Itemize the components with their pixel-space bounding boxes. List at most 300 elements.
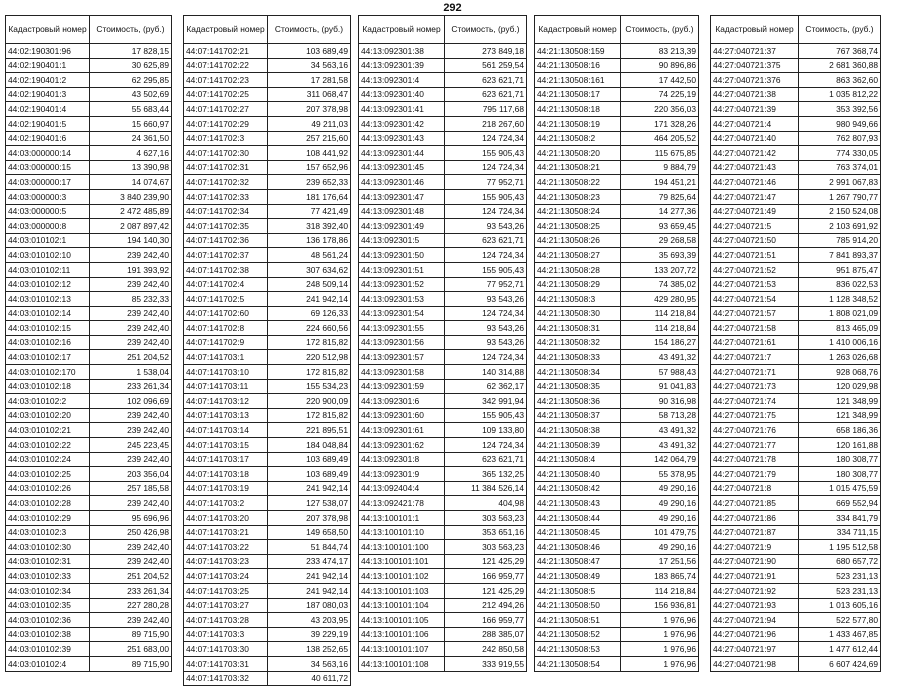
cadastral-table-3 <box>358 15 527 672</box>
cost-cell: 120 161,88 <box>799 438 881 453</box>
table-row <box>535 569 699 584</box>
cost-cell: 57 988,43 <box>621 365 699 380</box>
cadastral-number-cell: 44:21:130508:34 <box>535 365 621 380</box>
cost-cell: 39 229,19 <box>268 627 351 642</box>
cost-cell: 121 425,29 <box>445 583 527 598</box>
cadastral-number-cell: 44:27:040721:4 <box>711 116 799 131</box>
cost-cell: 241 942,14 <box>268 569 351 584</box>
cost-cell: 2 150 524,08 <box>799 204 881 219</box>
cadastral-number-cell: 44:13:092301:38 <box>359 44 445 59</box>
cost-cell: 623 621,71 <box>445 452 527 467</box>
cost-cell: 124 724,34 <box>445 204 527 219</box>
cost-cell: 6 607 424,69 <box>799 656 881 671</box>
table-row <box>535 44 699 59</box>
cost-cell: 2 472 485,89 <box>90 204 172 219</box>
table-row <box>184 262 351 277</box>
cadastral-number-cell: 44:03:010102:22 <box>6 438 90 453</box>
cost-cell: 785 914,20 <box>799 233 881 248</box>
table-row <box>711 204 881 219</box>
cadastral-number-cell: 44:21:130508:42 <box>535 481 621 496</box>
cadastral-number-cell: 44:03:000000:17 <box>6 175 90 190</box>
cadastral-number-cell: 44:27:040721:58 <box>711 321 799 336</box>
table-row <box>359 554 527 569</box>
cadastral-number-cell: 44:21:130508:40 <box>535 467 621 482</box>
cadastral-number-cell: 44:03:000000:14 <box>6 146 90 161</box>
table-row <box>6 379 172 394</box>
table-row <box>6 642 172 657</box>
table-row <box>711 481 881 496</box>
cadastral-number-cell: 44:21:130508:16 <box>535 58 621 73</box>
cadastral-number-cell: 44:13:092301:49 <box>359 219 445 234</box>
table-row <box>6 44 172 59</box>
table-row <box>535 613 699 628</box>
table-row <box>6 365 172 380</box>
cadastral-number-cell: 44:27:040721:90 <box>711 554 799 569</box>
cost-cell: 248 509,14 <box>268 277 351 292</box>
cost-cell: 7 841 893,37 <box>799 248 881 263</box>
table-row <box>711 248 881 263</box>
cost-cell: 928 068,76 <box>799 365 881 380</box>
cost-cell: 303 563,23 <box>445 540 527 555</box>
header-cost: Стоимость, (руб.) <box>799 16 881 44</box>
table-row <box>535 116 699 131</box>
table-row <box>711 321 881 336</box>
cost-cell: 353 392,56 <box>799 102 881 117</box>
cost-cell: 307 634,62 <box>268 262 351 277</box>
table-row <box>711 175 881 190</box>
table-row <box>535 219 699 234</box>
cost-cell: 334 711,15 <box>799 525 881 540</box>
cadastral-number-cell: 44:21:130508:36 <box>535 394 621 409</box>
cost-cell: 669 552,94 <box>799 496 881 511</box>
header-row <box>6 16 172 44</box>
cadastral-number-cell: 44:07:141703:30 <box>184 642 268 657</box>
cadastral-number-cell: 44:03:010102:39 <box>6 642 90 657</box>
table-row <box>535 189 699 204</box>
cadastral-number-cell: 44:27:040721:98 <box>711 656 799 671</box>
table-row <box>359 44 527 59</box>
cost-cell: 658 186,36 <box>799 423 881 438</box>
table-row <box>359 540 527 555</box>
table-row <box>184 44 351 59</box>
table-row <box>535 292 699 307</box>
cadastral-number-cell: 44:27:040721:87 <box>711 525 799 540</box>
cost-cell: 239 242,40 <box>90 248 172 263</box>
table-row <box>184 583 351 598</box>
cadastral-number-cell: 44:13:092301:45 <box>359 160 445 175</box>
cadastral-number-cell: 44:07:141703:12 <box>184 394 268 409</box>
cost-cell: 14 074,67 <box>90 175 172 190</box>
cadastral-number-cell: 44:13:092301:6 <box>359 394 445 409</box>
cost-cell: 89 715,90 <box>90 627 172 642</box>
cost-cell: 353 651,16 <box>445 525 527 540</box>
table-row <box>184 175 351 190</box>
table-row <box>184 335 351 350</box>
cost-cell: 77 421,49 <box>268 204 351 219</box>
table-row <box>711 73 881 88</box>
cadastral-number-cell: 44:27:040721:52 <box>711 262 799 277</box>
cost-cell: 241 942,14 <box>268 292 351 307</box>
table-row <box>6 160 172 175</box>
cost-cell: 257 185,58 <box>90 481 172 496</box>
cadastral-number-cell: 44:13:092301:58 <box>359 365 445 380</box>
table-row <box>6 306 172 321</box>
cost-cell: 522 577,80 <box>799 613 881 628</box>
cadastral-number-cell: 44:21:130508:5 <box>535 583 621 598</box>
table-row <box>6 554 172 569</box>
table-row <box>184 248 351 263</box>
table-row <box>184 160 351 175</box>
cost-cell: 212 494,26 <box>445 598 527 613</box>
table-row <box>6 452 172 467</box>
cadastral-number-cell: 44:07:141703:17 <box>184 452 268 467</box>
cadastral-number-cell: 44:07:141703:15 <box>184 438 268 453</box>
cost-cell: 194 140,30 <box>90 233 172 248</box>
table-row <box>711 423 881 438</box>
cadastral-table-4 <box>534 15 699 672</box>
table-row <box>711 146 881 161</box>
cadastral-number-cell: 44:07:141703:23 <box>184 554 268 569</box>
cost-cell: 142 064,79 <box>621 452 699 467</box>
cadastral-number-cell: 44:07:141702:9 <box>184 335 268 350</box>
cadastral-number-cell: 44:13:100101:10 <box>359 525 445 540</box>
table-row <box>184 613 351 628</box>
cadastral-number-cell: 44:02:190401:4 <box>6 102 90 117</box>
cadastral-number-cell: 44:13:100101:108 <box>359 656 445 671</box>
table-row <box>359 350 527 365</box>
table-row <box>6 189 172 204</box>
table-row <box>535 554 699 569</box>
cadastral-number-cell: 44:03:010102:24 <box>6 452 90 467</box>
cost-cell: 124 724,34 <box>445 160 527 175</box>
table-row <box>184 204 351 219</box>
table-row <box>359 102 527 117</box>
cost-cell: 109 133,80 <box>445 423 527 438</box>
table-row <box>359 583 527 598</box>
cost-cell: 103 689,49 <box>268 44 351 59</box>
table-row <box>711 350 881 365</box>
cadastral-number-cell: 44:27:040721:46 <box>711 175 799 190</box>
table-row <box>184 671 351 686</box>
table-row <box>6 116 172 131</box>
header-cost: Стоимость, (руб.) <box>268 16 351 44</box>
table-row <box>535 423 699 438</box>
table-row <box>359 467 527 482</box>
cadastral-number-cell: 44:27:040721:79 <box>711 467 799 482</box>
cost-cell: 1 808 021,09 <box>799 306 881 321</box>
cadastral-number-cell: 44:13:092301:54 <box>359 306 445 321</box>
cost-cell: 115 675,85 <box>621 146 699 161</box>
cadastral-number-cell: 44:07:141703:22 <box>184 540 268 555</box>
cost-cell: 1 013 605,16 <box>799 598 881 613</box>
cost-cell: 166 959,77 <box>445 569 527 584</box>
table-row <box>711 116 881 131</box>
table-row <box>6 583 172 598</box>
table-row <box>359 335 527 350</box>
table-row <box>184 219 351 234</box>
cost-cell: 140 314,88 <box>445 365 527 380</box>
cost-cell: 91 041,83 <box>621 379 699 394</box>
cadastral-number-cell: 44:21:130508:50 <box>535 598 621 613</box>
cadastral-number-cell: 44:21:130508:51 <box>535 613 621 628</box>
cadastral-number-cell: 44:13:100101:1 <box>359 511 445 526</box>
cadastral-number-cell: 44:07:141703:24 <box>184 569 268 584</box>
cost-cell: 318 392,40 <box>268 219 351 234</box>
cadastral-number-cell: 44:13:100101:102 <box>359 569 445 584</box>
cadastral-number-cell: 44:13:100101:104 <box>359 598 445 613</box>
cost-cell: 334 841,79 <box>799 511 881 526</box>
cost-cell: 623 621,71 <box>445 233 527 248</box>
cost-cell: 157 652,96 <box>268 160 351 175</box>
cost-cell: 180 308,77 <box>799 467 881 482</box>
cadastral-number-cell: 44:27:040721:73 <box>711 379 799 394</box>
table-row <box>6 321 172 336</box>
header-row <box>535 16 699 44</box>
table-row <box>711 189 881 204</box>
cost-cell: 220 900,09 <box>268 394 351 409</box>
cadastral-number-cell: 44:13:092301:4 <box>359 73 445 88</box>
cost-cell: 239 242,40 <box>90 335 172 350</box>
cadastral-number-cell: 44:03:010102:4 <box>6 656 90 671</box>
cadastral-number-cell: 44:07:141703:14 <box>184 423 268 438</box>
cost-cell: 464 205,52 <box>621 131 699 146</box>
cadastral-number-cell: 44:07:141702:36 <box>184 233 268 248</box>
table-row <box>359 511 527 526</box>
table-row <box>359 656 527 671</box>
cadastral-number-cell: 44:27:040721:96 <box>711 627 799 642</box>
cost-cell: 49 290,16 <box>621 511 699 526</box>
table-row <box>359 87 527 102</box>
table-row <box>535 598 699 613</box>
cost-cell: 342 991,94 <box>445 394 527 409</box>
cadastral-number-cell: 44:03:000000:8 <box>6 219 90 234</box>
cost-cell: 43 502,69 <box>90 87 172 102</box>
table-row <box>359 204 527 219</box>
table-row <box>711 262 881 277</box>
cadastral-number-cell: 44:21:130508:46 <box>535 540 621 555</box>
table-row <box>184 292 351 307</box>
cadastral-number-cell: 44:13:092301:52 <box>359 277 445 292</box>
table-row <box>184 511 351 526</box>
cost-cell: 17 442,50 <box>621 73 699 88</box>
cost-cell: 124 724,34 <box>445 248 527 263</box>
table-row <box>6 262 172 277</box>
table-row <box>711 335 881 350</box>
table-row <box>711 540 881 555</box>
table-row <box>711 569 881 584</box>
cost-cell: 40 611,72 <box>268 671 351 686</box>
table-row <box>184 540 351 555</box>
cadastral-table-2 <box>183 15 351 686</box>
cost-cell: 251 683,00 <box>90 642 172 657</box>
cadastral-number-cell: 44:03:010102:21 <box>6 423 90 438</box>
table-row <box>184 365 351 380</box>
table-row <box>535 175 699 190</box>
table-row <box>711 583 881 598</box>
table-row <box>535 379 699 394</box>
cadastral-number-cell: 44:07:141703:32 <box>184 671 268 686</box>
cadastral-number-cell: 44:07:141703:1 <box>184 350 268 365</box>
header-cadastral-number: Кадастровый номер <box>6 16 90 44</box>
cadastral-number-cell: 44:07:141703:28 <box>184 613 268 628</box>
table-row <box>535 277 699 292</box>
cost-cell: 83 213,39 <box>621 44 699 59</box>
cost-cell: 51 844,74 <box>268 540 351 555</box>
cost-cell: 156 936,81 <box>621 598 699 613</box>
cadastral-number-cell: 44:13:092301:41 <box>359 102 445 117</box>
table-row <box>535 467 699 482</box>
cost-cell: 1 015 475,59 <box>799 481 881 496</box>
cadastral-number-cell: 44:27:040721:97 <box>711 642 799 657</box>
header-row <box>359 16 527 44</box>
cost-cell: 233 261,34 <box>90 379 172 394</box>
cadastral-number-cell: 44:27:040721:49 <box>711 204 799 219</box>
cadastral-number-cell: 44:27:040721:85 <box>711 496 799 511</box>
table-row <box>711 613 881 628</box>
cost-cell: 124 724,34 <box>445 350 527 365</box>
cost-cell: 48 561,24 <box>268 248 351 263</box>
cadastral-number-cell: 44:07:141703:21 <box>184 525 268 540</box>
cost-cell: 239 242,40 <box>90 613 172 628</box>
cadastral-number-cell: 44:13:092301:61 <box>359 423 445 438</box>
cadastral-number-cell: 44:07:141702:3 <box>184 131 268 146</box>
cost-cell: 74 385,02 <box>621 277 699 292</box>
cadastral-number-cell: 44:03:010102:13 <box>6 292 90 307</box>
cost-cell: 11 384 526,14 <box>445 481 527 496</box>
table-row <box>535 496 699 511</box>
table-row <box>6 131 172 146</box>
cadastral-number-cell: 44:07:141703:20 <box>184 511 268 526</box>
table-row <box>6 540 172 555</box>
cadastral-number-cell: 44:21:130508:47 <box>535 554 621 569</box>
table-row <box>184 642 351 657</box>
table-row <box>359 248 527 263</box>
cost-cell: 172 815,82 <box>268 365 351 380</box>
table-row <box>359 292 527 307</box>
table-row <box>184 277 351 292</box>
cadastral-number-cell: 44:21:130508:159 <box>535 44 621 59</box>
table-row <box>359 365 527 380</box>
cost-cell: 184 048,84 <box>268 438 351 453</box>
table-row <box>6 408 172 423</box>
cadastral-number-cell: 44:27:040721:376 <box>711 73 799 88</box>
cost-cell: 241 942,14 <box>268 481 351 496</box>
cost-cell: 1 035 812,22 <box>799 87 881 102</box>
cadastral-number-cell: 44:02:190401:5 <box>6 116 90 131</box>
cadastral-number-cell: 44:27:040721:43 <box>711 160 799 175</box>
cadastral-number-cell: 44:21:130508:4 <box>535 452 621 467</box>
cost-cell: 95 696,96 <box>90 511 172 526</box>
cost-cell: 365 132,25 <box>445 467 527 482</box>
cadastral-number-cell: 44:13:092301:51 <box>359 262 445 277</box>
cost-cell: 154 186,27 <box>621 335 699 350</box>
table-row <box>184 189 351 204</box>
cost-cell: 767 368,74 <box>799 44 881 59</box>
cadastral-number-cell: 44:13:092301:8 <box>359 452 445 467</box>
cost-cell: 49 211,03 <box>268 116 351 131</box>
cost-cell: 171 328,26 <box>621 116 699 131</box>
cost-cell: 93 543,26 <box>445 219 527 234</box>
table-row <box>6 87 172 102</box>
cadastral-number-cell: 44:13:092301:39 <box>359 58 445 73</box>
cost-cell: 774 330,05 <box>799 146 881 161</box>
table-row <box>711 160 881 175</box>
cadastral-number-cell: 44:07:141703:18 <box>184 467 268 482</box>
table-row <box>359 306 527 321</box>
cost-cell: 13 390,98 <box>90 160 172 175</box>
table-row <box>6 613 172 628</box>
cost-cell: 102 096,69 <box>90 394 172 409</box>
cost-cell: 155 534,23 <box>268 379 351 394</box>
cost-cell: 4 627,16 <box>90 146 172 161</box>
cost-cell: 3 840 239,90 <box>90 189 172 204</box>
cost-cell: 251 204,52 <box>90 569 172 584</box>
table-row <box>359 379 527 394</box>
cost-cell: 77 952,71 <box>445 175 527 190</box>
table-row <box>6 569 172 584</box>
cadastral-number-cell: 44:21:130508:37 <box>535 408 621 423</box>
table-row <box>535 131 699 146</box>
cadastral-number-cell: 44:07:141702:4 <box>184 277 268 292</box>
cadastral-number-cell: 44:02:190401:3 <box>6 87 90 102</box>
cadastral-number-cell: 44:02:190401:2 <box>6 73 90 88</box>
cadastral-number-cell: 44:13:100101:101 <box>359 554 445 569</box>
cost-cell: 49 290,16 <box>621 481 699 496</box>
cost-cell: 124 724,34 <box>445 438 527 453</box>
cost-cell: 121 348,99 <box>799 408 881 423</box>
cadastral-number-cell: 44:21:130508:30 <box>535 306 621 321</box>
cost-cell: 187 080,03 <box>268 598 351 613</box>
cadastral-number-cell: 44:21:130508:44 <box>535 511 621 526</box>
cadastral-number-cell: 44:21:130508:35 <box>535 379 621 394</box>
cost-cell: 62 295,85 <box>90 73 172 88</box>
cadastral-number-cell: 44:27:040721:8 <box>711 481 799 496</box>
cadastral-number-cell: 44:21:130508:17 <box>535 87 621 102</box>
cadastral-number-cell: 44:13:092301:42 <box>359 116 445 131</box>
table-row <box>359 438 527 453</box>
cost-cell: 24 361,50 <box>90 131 172 146</box>
cost-cell: 795 117,68 <box>445 102 527 117</box>
table-row <box>711 44 881 59</box>
table-row <box>184 467 351 482</box>
table-row <box>359 321 527 336</box>
cadastral-number-cell: 44:07:141703:31 <box>184 656 268 671</box>
cadastral-number-cell: 44:03:010102:34 <box>6 583 90 598</box>
cadastral-number-cell: 44:03:000000:3 <box>6 189 90 204</box>
cadastral-number-cell: 44:21:130508:20 <box>535 146 621 161</box>
table-row <box>6 233 172 248</box>
table-row <box>184 102 351 117</box>
cost-cell: 58 713,28 <box>621 408 699 423</box>
cadastral-number-cell: 44:03:010102:2 <box>6 394 90 409</box>
cadastral-number-cell: 44:07:141702:21 <box>184 44 268 59</box>
cost-cell: 1 477 612,44 <box>799 642 881 657</box>
cost-cell: 34 563,16 <box>268 58 351 73</box>
table-row <box>535 321 699 336</box>
cadastral-number-cell: 44:27:040721:76 <box>711 423 799 438</box>
table-row <box>184 233 351 248</box>
cost-cell: 181 176,64 <box>268 189 351 204</box>
header-cadastral-number: Кадастровый номер <box>359 16 445 44</box>
table-row <box>711 408 881 423</box>
table-row <box>711 58 881 73</box>
table-row <box>359 525 527 540</box>
cost-cell: 239 242,40 <box>90 496 172 511</box>
cost-cell: 2 087 897,42 <box>90 219 172 234</box>
cost-cell: 49 290,16 <box>621 540 699 555</box>
table-row <box>6 467 172 482</box>
cost-cell: 239 242,40 <box>90 554 172 569</box>
